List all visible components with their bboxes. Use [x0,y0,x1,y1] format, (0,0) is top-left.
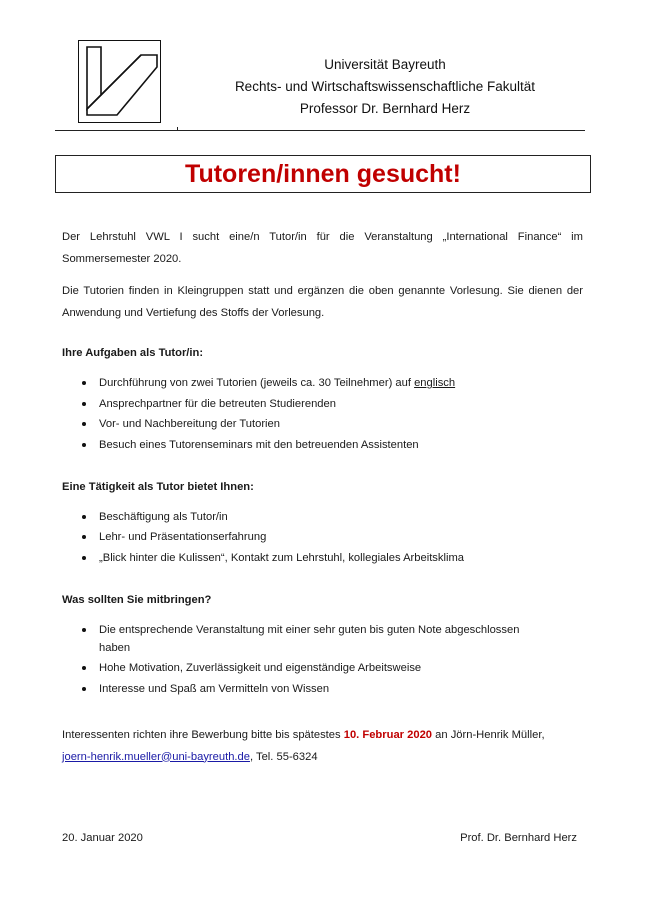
email-link[interactable]: joern-henrik.mueller@uni-bayreuth.de [62,750,250,763]
bullet-icon [82,515,86,519]
logo-mark-icon [79,41,159,121]
list-item [62,508,583,526]
offer-item-text: „Blick hinter die Kulissen“, Kontakt zum Lehrstuhl, kollegiales Arbeitsklima [99,551,464,564]
bullet-icon [82,381,86,385]
header-divider [55,130,585,131]
bullet-icon [82,556,86,560]
footer-date: 20. Januar 2020 [62,832,143,844]
contact-paragraph [62,724,583,768]
offer-list [62,508,583,567]
list-item [62,659,583,677]
list-item [62,436,583,454]
bullet-icon [82,666,86,670]
phone-text: , Tel. 55-6324 [249,750,318,763]
list-item [62,395,583,413]
contact-text: Interessenten richten ihre Bewerbung bitte bis spätestes [62,728,344,741]
letterhead [185,54,585,120]
bullet-icon [82,402,86,406]
bullet-icon [82,422,86,426]
task-item-text: Besuch eines Tutorenseminars mit den betreuenden Assistenten [99,438,419,451]
page-title: Tutoren/innen gesucht! [185,159,461,188]
contact-name-text: an Jörn-Henrik Müller, [432,728,545,741]
bullet-icon [82,443,86,447]
task-item-text: Ansprechpartner für die betreuten Studierenden [99,397,336,410]
title-box [55,155,591,193]
list-item [62,549,583,567]
chair-name: Professor Dr. Bernhard Herz [299,101,471,116]
task-item-text: Vor- und Nachbereitung der Tutorien [99,418,280,430]
task-item-text: Durchführung von zwei Tutorien (jeweils ca. 30 Teilnehmer) auf [99,377,415,389]
task-item-underlined: englisch [414,377,456,389]
requirements-list [62,621,583,698]
offer-heading: Eine Tätigkeit als Tutor bietet Ihnen: [62,480,254,493]
requirement-item-text: Die entsprechende Veranstaltung mit einer sehr guten bis guten Note abgeschlossen haben [99,623,520,654]
offer-item-text: Beschäftigung als Tutor/in [99,510,228,523]
list-item [62,680,583,698]
intro-paragraph-1: Der Lehrstuhl VWL I sucht eine/n Tutor/in für die Veranstaltung „International Finance“ im Sommersemester 2020. [62,231,583,265]
faculty-name: Rechts- und Wirtschaftswissenschaftliche Fakultät [234,79,536,94]
intro-paragraph-2: Die Tutorien finden in Kleingruppen statt und ergänzen die oben genannte Vorlesung. Sie dienen der Anwendung und Vertiefung des Stoffs der Vorlesung. [62,285,583,319]
bullet-icon [82,628,86,632]
bullet-icon [82,687,86,691]
list-item [62,415,583,433]
offer-item-text: Lehr- und Präsentationserfahrung [99,531,267,543]
university-name: Universität Bayreuth [324,57,446,72]
document-body [62,226,583,778]
university-logo [78,40,161,123]
deadline-date: 10. Februar 2020 [343,728,433,741]
list-item [62,374,583,392]
footer [62,832,577,844]
tasks-list [62,374,583,454]
requirement-item-text: Hohe Motivation, Zuverlässigkeit und eigenständige Arbeitsweise [99,662,422,674]
requirement-item-text: Interesse und Spaß am Vermitteln von Wissen [99,682,330,695]
bullet-icon [82,535,86,539]
header-divider-tick [177,127,178,131]
list-item [62,621,583,657]
list-item [62,528,583,546]
requirements-heading: Was sollten Sie mitbringen? [62,593,212,606]
tasks-heading: Ihre Aufgaben als Tutor/in: [62,347,204,359]
footer-signature: Prof. Dr. Bernhard Herz [460,832,577,844]
